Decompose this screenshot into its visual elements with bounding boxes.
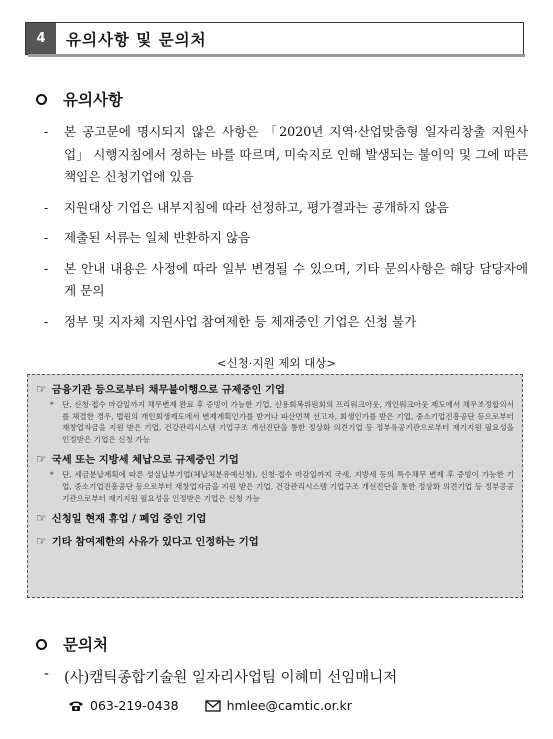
section-number: 4: [26, 23, 56, 54]
dash-bullet: -: [44, 313, 49, 329]
circle-bullet-icon: [36, 639, 47, 650]
contact-phone[interactable]: 063-219-0438: [90, 698, 179, 713]
list-item: [44, 258, 528, 303]
exclusion-item: [36, 533, 514, 548]
notice-item-text: 지원대상 기업은 내부지침에 따라 선정하고, 평가결과는 공개하지 않음: [64, 199, 449, 215]
dash-bullet: -: [44, 666, 49, 682]
list-item: [44, 227, 528, 250]
exclusion-caption: <신청·지원 제외 대상>: [216, 356, 337, 370]
exclusion-box: [27, 374, 523, 598]
header-shadow: [28, 54, 525, 57]
dash-bullet: -: [44, 230, 49, 245]
exclusion-item-title: 금융기관 등으로부터 채무불이행으로 규제중인 기업: [51, 384, 285, 396]
contact-org-line: [44, 666, 397, 687]
dash-bullet: -: [44, 260, 49, 276]
exclusion-item-title: 기타 참여제한의 사유가 있다고 인정하는 기업: [51, 536, 259, 549]
pointing-hand-icon: ☞: [36, 510, 47, 525]
notice-title: 유의사항: [63, 91, 123, 109]
exclusion-item: [36, 510, 514, 525]
list-item: [44, 121, 528, 189]
notice-heading: [36, 88, 123, 110]
asterisk: *: [50, 470, 54, 480]
phone-icon: [68, 700, 84, 712]
exclusion-item-title: 국세 또는 지방세 체납으로 규제중인 기업: [51, 454, 239, 467]
contact-email[interactable]: hmlee@camtic.or.kr: [226, 698, 352, 713]
exclusion-note-text: 단, 신청·접수 마감일까지 채무변제 완료 후 증빙이 가능한 기업, 신용회복위원회의 프리워크아웃, 개인워크아웃 제도에서 채무조정합의서를 체결한 경우, 법원의 개인회생제도에서 변제계획인가를 받거나 파산면책 선고자, 회생인가를 받은 기업, 중소기업진흥공단 등으로부터 재창업자금을 지원 받은 기업, 건강관리시스템 기업구조 개선진단을 통한 정상화 의견기업 등 정부유공기관으로부터 재기지원 필요성을 인정받은 기업은 신청 가능: [62, 400, 514, 444]
section-title: 유의사항 및 문의처: [66, 30, 207, 49]
notice-list: [44, 121, 528, 341]
notice-item-text: 정부 및 지자체 지원사업 참여제한 등 제재중인 기업은 신청 불가: [64, 313, 417, 329]
dash-bullet: -: [44, 124, 49, 139]
pointing-hand-icon: ☞: [36, 381, 47, 396]
contact-info: [68, 698, 352, 713]
exclusion-note: [36, 399, 514, 445]
contact-title: 문의처: [63, 636, 108, 654]
notice-item-text: 본 안내 내용은 사정에 따라 일부 변경될 수 있으며, 기타 문의사항은 해당 담당자에게 문의: [64, 260, 528, 298]
asterisk: *: [50, 400, 54, 409]
section-header: [25, 22, 524, 55]
exclusion-item: [36, 381, 514, 396]
notice-item-text: 제출된 서류는 일체 반환하지 않음: [64, 230, 251, 245]
exclusion-note: [36, 469, 514, 504]
notice-item-text: 본 공고문에 명시되지 않은 사항은 「2020년 지역·산업맞춤형 일자리창출 지원사업」 시행지침에서 정하는 바를 따르며, 미숙지로 인해 발생되는 불이익 및 그에 따른 책임은 신청기업에 있음: [64, 124, 528, 184]
envelope-icon: [205, 700, 221, 712]
exclusion-item: [36, 451, 514, 466]
list-item: [44, 197, 528, 220]
contact-heading: [36, 633, 108, 655]
dash-bullet: -: [44, 199, 49, 215]
pointing-hand-icon: ☞: [36, 533, 47, 548]
contact-org: (사)캠틱종합기술원 일자리사업팀 이혜미 선임매니저: [64, 670, 398, 686]
exclusion-note-text: 단, 세금분납계획에 따른 성실납부기업(체납처분유예신청), 신청·접수 마감일까지 국세, 지방세 등의 특수채무 변제 후 증빙이 가능한 기업, 중소기업진흥공단 등으로부터 재창업자금을 지원 받은 기업, 건강관리시스템 기업구조 개선진단을 통한 정상화 의견기업 등 정부공공기관으로부터 재기지원 필요성을 인정받은 기업은 신청 가능: [62, 470, 514, 503]
exclusion-item-title: 신청일 현재 휴업 / 폐업 중인 기업: [51, 513, 207, 526]
pointing-hand-icon: ☞: [36, 451, 47, 466]
list-item: [44, 311, 528, 334]
circle-bullet-icon: [36, 94, 47, 105]
